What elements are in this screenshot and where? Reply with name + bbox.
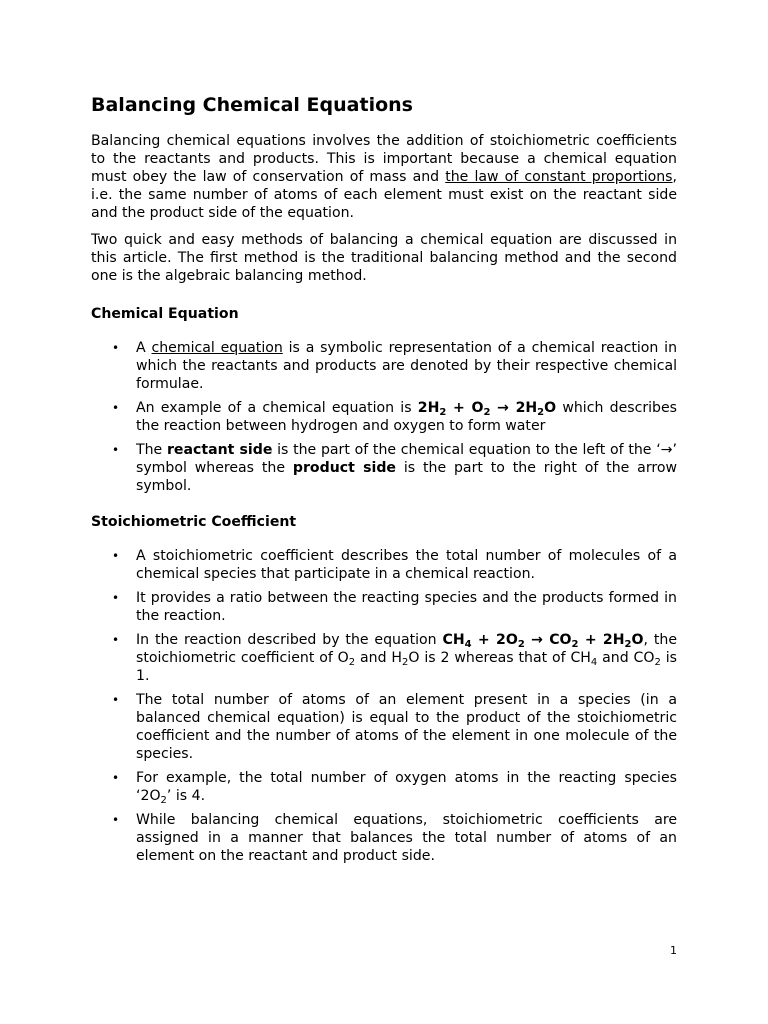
reactant-side-term: reactant side [166, 442, 273, 458]
list-item: • It provides a ratio between the reacting species and the products formed in the reaction. [112, 590, 677, 624]
list-item: • An example of a chemical equation is $2H_2 + O_2 \to 2H_2O$ which describes the reaction between hydrogen and oxygen to form water [112, 400, 678, 434]
page-title: Balancing Chemical Equations [91, 94, 413, 116]
product-side-term: product side [292, 460, 396, 476]
chemical-equation-list [91, 339, 677, 495]
bullet-icon: • [112, 633, 120, 647]
intro-text-1: Balancing chemical equations involves the addition of stoichiometric coefficients to the reactants and products. This is important because a chemical equation must obey the law of conservation of mass and [91, 133, 677, 185]
section-heading-stoichiometric-coefficient: Stoichiometric Coefficient [91, 514, 297, 530]
chemical-equation-link[interactable]: chemical equation [151, 340, 283, 356]
bullet-icon: • [112, 341, 120, 355]
bullet-icon: • [112, 693, 120, 707]
water-equation: $2H_2 + O_2 \to 2H_2O$ [417, 400, 557, 418]
law-of-constant-proportions-link[interactable]: the law of constant proportions [445, 169, 673, 185]
bullet-icon: • [112, 813, 120, 827]
list-item: • For example, the total number of oxygen atoms in the reacting species ‘$2O_2$’ is 4. [112, 770, 677, 806]
bullet-icon: • [112, 443, 120, 457]
intro-text-2: , i.e. the same number of atoms of each element must exist on the reactant side and the product side of the equation. [91, 169, 677, 221]
section-heading-chemical-equation: Chemical Equation [91, 306, 239, 322]
bullet-icon: • [112, 591, 120, 605]
page-content [91, 92, 677, 871]
stoichiometric-coefficient-list [91, 547, 677, 865]
methane-combustion-equation: $CH_4 + 2O_2 \to CO_2 + 2H_2O$ [442, 632, 644, 650]
list-item: • The total number of atoms of an element present in a species (in a balanced chemical equation) is equal to the product of the stoichiometric coefficient and the number of atoms of the element in one molecule of the species. [112, 692, 677, 762]
bullet-icon: • [112, 401, 120, 415]
bullet-icon: • [112, 549, 120, 563]
list-item: • In the reaction described by the equation $CH_4 + 2O_2 \to CO_2 + 2H_2O$, the stoichiometric coefficient of $O_2$ and $H_2O$ is 2 whereas that of $CH_4$ and $CO_2$ is 1. [112, 632, 677, 684]
list-item: • A chemical equation is a symbolic representation of a chemical reaction in which the reactants and products are denoted by their respective chemical formulae. [112, 340, 677, 392]
bullet-icon: • [112, 771, 120, 785]
page-number: 1 [670, 944, 677, 957]
list-item: • A stoichiometric coefficient describes the total number of molecules of a chemical species that participate in a chemical reaction. [112, 548, 677, 582]
list-item: • While balancing chemical equations, stoichiometric coefficients are assigned in a manner that balances the total number of atoms of an element on the reactant and product side. [112, 812, 677, 864]
list-item: • The reactant side is the part of the chemical equation to the left of the ‘→’ symbol whereas the product side is the part to the right of the arrow symbol. [112, 442, 677, 494]
intro-paragraph-2: Two quick and easy methods of balancing a chemical equation are discussed in this article. The first method is the traditional balancing method and the second one is the algebraic balancing method. [91, 232, 677, 284]
intro-paragraph-1 [91, 132, 677, 222]
